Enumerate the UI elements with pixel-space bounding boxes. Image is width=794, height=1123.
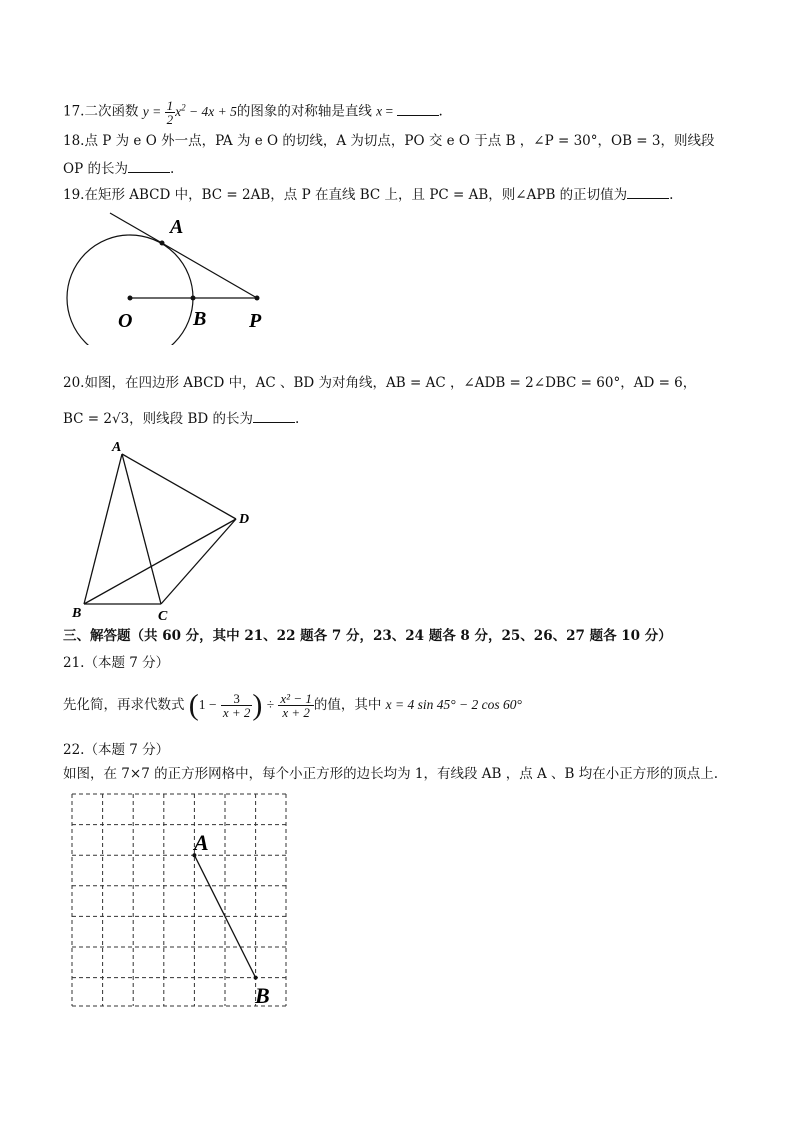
fraction-2 [278,692,313,719]
label-b: B [255,983,270,1008]
q21-div: ÷ [266,697,275,712]
point-o [128,296,133,301]
q17-number: 17. [63,103,85,120]
right-paren: ) [252,688,263,722]
frac1-num: 3 [221,692,253,706]
question-21-title: 21.（本题 7 分） [63,655,170,671]
figure-quadrilateral [65,435,265,625]
label-a: A [112,440,122,455]
label-b: B [193,308,207,330]
q17-function: y = $\frac{1}{2}$ $x^2 - 4x + 5$ [142,97,237,127]
point-p [255,296,260,301]
q19-text: 19.在矩形 ABCD 中，BC = 2AB，点 P 在直线 BC 上，且 PC = AB，则∠APB 的正切值为 [63,187,628,203]
segment-bd [84,519,236,604]
answer-blank-17[interactable] [397,101,439,116]
frac2-den: x + 2 [282,705,310,720]
q21-text-a: 先化简，再求代数式 [63,697,185,713]
point-a [160,241,165,246]
tangent-line [110,213,257,298]
question-19 [63,184,673,204]
question-18-line1: 18.点 P 为 e O 外一点，PA 为 e O 的切线，A 为切点，PO 交 e O 于点 B ，∠P = 30°，OB = 3，则线段 [63,133,715,149]
segment-ad [122,454,236,519]
figure-grid [65,788,295,1013]
answer-blank-20[interactable] [253,408,295,423]
fraction-1 [221,692,253,719]
point-b [254,976,258,980]
left-paren: ( [188,688,199,722]
frac2-num: x² − 1 [280,691,312,706]
section-3-heading: 三、解答题（共 60 分，其中 21、22 题各 7 分，23、24 题各 8 分，25、26、27 题各 10 分） [63,628,672,644]
figure-circle-tangent [60,205,280,345]
question-17 [63,98,443,126]
question-20-line1: 20.如图，在四边形 ABCD 中，AC 、BD 为对角线，AB = AC ，∠ADB = 2∠DBC = 60°，AD = 6， [63,375,697,391]
q17-text-b: 的图象的对称轴是直线 [236,103,372,120]
q20-line2-text: BC = 2√3，则线段 BD 的长为 [63,411,254,427]
q17-var-x: x [376,103,383,119]
point-b [191,296,196,301]
q17-equals: = [382,103,397,119]
label-a: A [194,830,209,855]
question-22-title: 22.（本题 7 分） [63,742,170,758]
segment-ac [122,454,161,604]
label-p: P [249,310,262,332]
q20-end: . [295,411,300,427]
label-o: O [118,310,133,332]
segment-cd [161,519,236,604]
fraction-half: $\frac{1}{2}$ [166,97,174,127]
question-22-text: 如图，在 7×7 的正方形网格中，每个小正方形的边长均为 1，有线段 AB ，点 A 、B 均在小正方形的顶点上. [63,766,719,782]
q19-end: . [669,187,674,203]
question-18-line2 [63,158,174,178]
frac1-den: x + 2 [222,705,251,720]
q21-condition: x = 4 sin 45° − 2 cos 60° [385,697,522,712]
question-21-body [63,688,522,722]
segment-ab [84,454,122,604]
label-b: B [72,606,82,621]
q21-one-minus: 1 − [198,697,217,712]
label-a: A [170,216,184,238]
label-d: D [239,512,250,527]
answer-blank-18[interactable] [128,158,170,173]
q18-end: . [169,161,175,177]
question-20-line2 [63,408,299,428]
label-c: C [158,609,168,624]
q18-line2-text: OP 的长为 [63,161,128,177]
answer-blank-19[interactable] [627,184,669,199]
q21-text-b: 的值，其中 [313,697,382,713]
q17-end: . [438,103,443,120]
q17-text-a: 二次函数 [84,103,139,120]
